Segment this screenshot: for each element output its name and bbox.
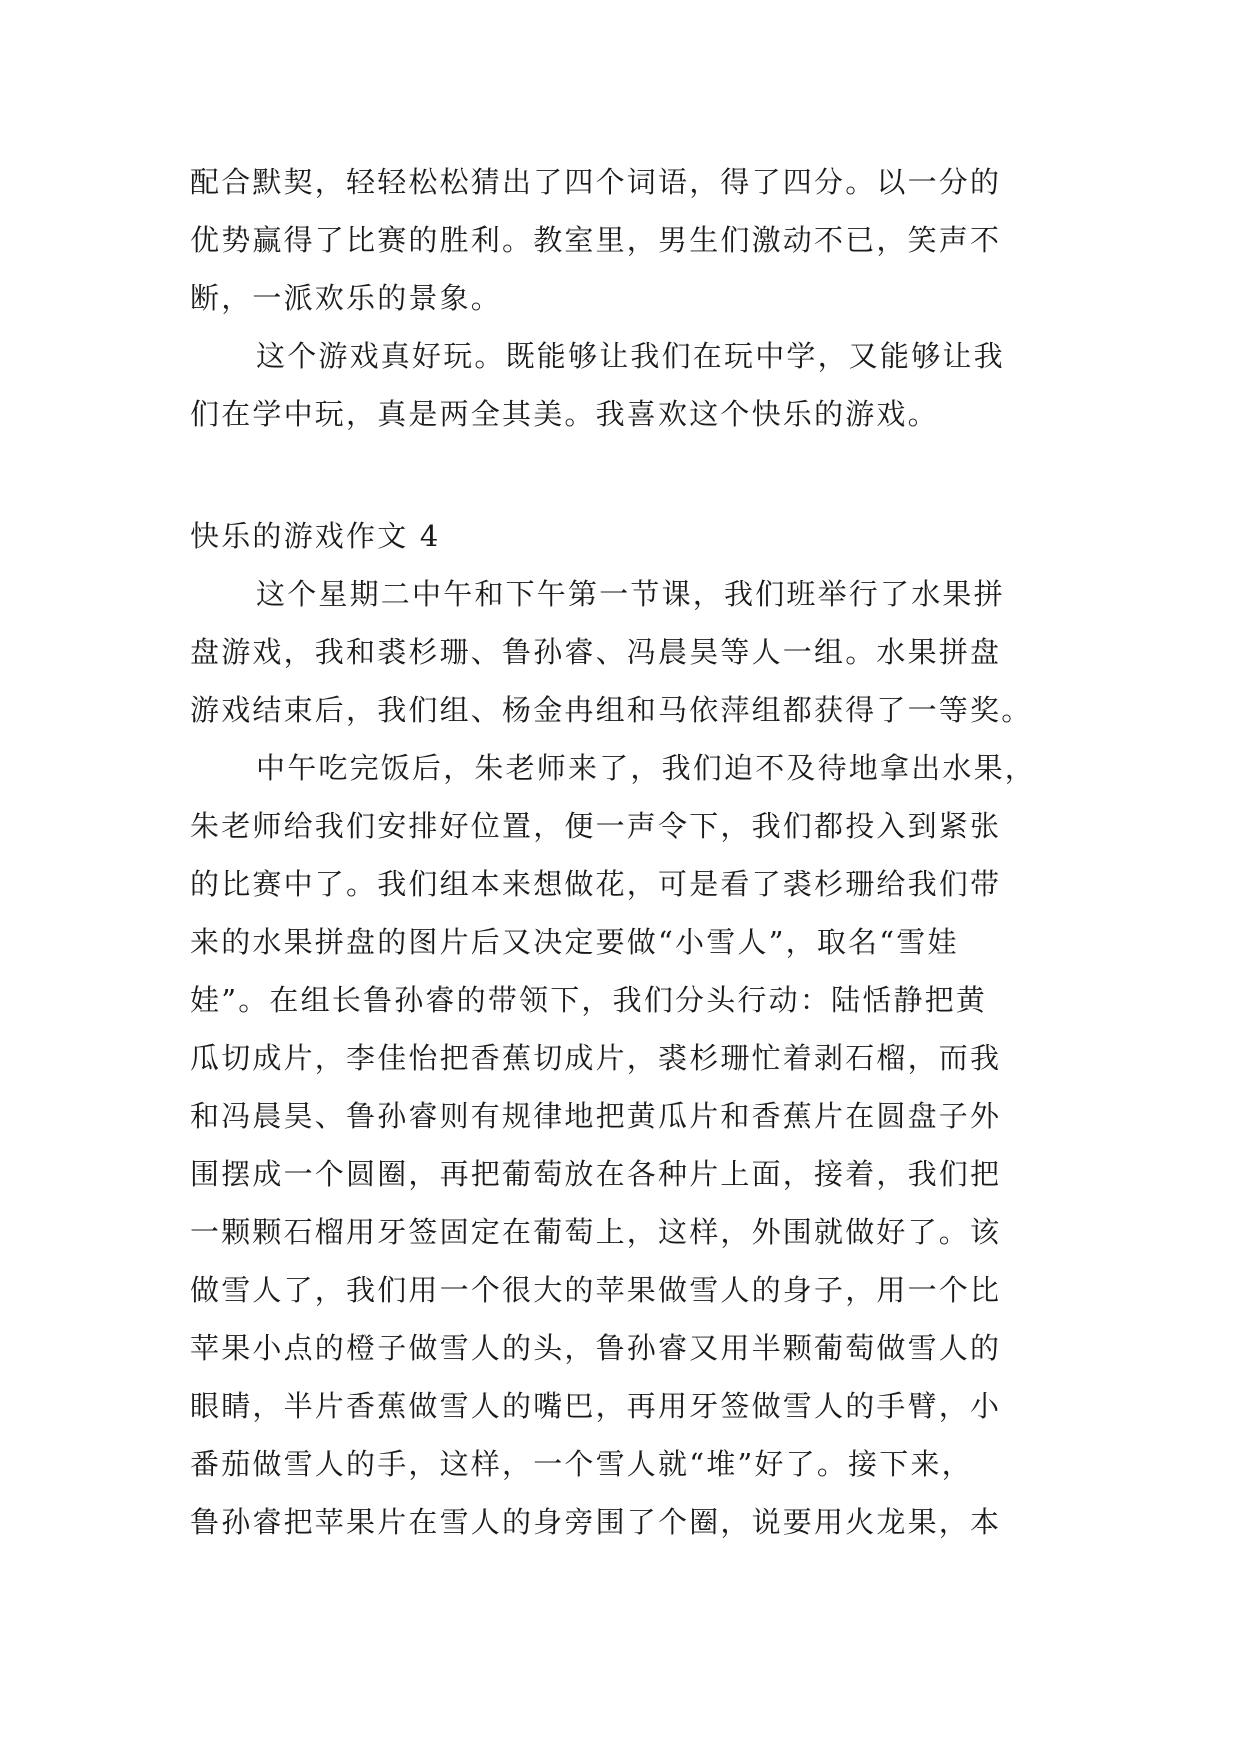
section-heading: 快乐的游戏作文 4 <box>190 519 441 553</box>
text-line: 和冯晨昊、鲁孙睿则有规律地把黄瓜片和香蕉片在圆盘子外 <box>190 1099 1002 1133</box>
text-line: 盘游戏，我和裘杉珊、鲁孙睿、冯晨昊等人一组。水果拼盘 <box>190 635 1002 669</box>
text-line: 一颗颗石榴用牙签固定在葡萄上，这样，外围就做好了。该 <box>190 1215 1002 1249</box>
text-line: 优势赢得了比赛的胜利。教室里，男生们激动不已，笑声不 <box>190 223 1002 257</box>
text-line: 娃”。在组长鲁孙睿的带领下，我们分头行动：陆恬静把黄 <box>190 983 988 1017</box>
text-line: 们在学中玩，真是两全其美。我喜欢这个快乐的游戏。 <box>190 397 939 431</box>
text-line: 做雪人了，我们用一个很大的苹果做雪人的身子，用一个比 <box>190 1273 1002 1307</box>
text-line: 鲁孙睿把苹果片在雪人的身旁围了个圈，说要用火龙果，本 <box>190 1505 1002 1539</box>
text-line: 苹果小点的橙子做雪人的头，鲁孙睿又用半颗葡萄做雪人的 <box>190 1331 1002 1365</box>
text-line: 配合默契，轻轻松松猜出了四个词语，得了四分。以一分的 <box>190 165 1002 199</box>
paragraph-4-1 <box>190 565 1050 739</box>
text-line: 这个星期二中午和下午第一节课，我们班举行了水果拼 <box>256 577 1005 611</box>
text-line: 游戏结束后，我们组、杨金冉组和马依萍组都获得了一等奖。 <box>190 693 1033 727</box>
text-line: 朱老师给我们安排好位置，便一声令下，我们都投入到紧张 <box>190 809 1002 843</box>
paragraph-4-2 <box>190 739 1050 1551</box>
text-line: 围摆成一个圆圈，再把葡萄放在各种片上面，接着，我们把 <box>190 1157 1002 1191</box>
text-line: 中午吃完饭后，朱老师来了，我们迫不及待地拿出水果， <box>256 751 1037 785</box>
text-line: 来的水果拼盘的图片后又决定要做“小雪人”，取名“雪娃 <box>190 925 959 959</box>
text-line: 眼睛，半片香蕉做雪人的嘴巴，再用牙签做雪人的手臂，小 <box>190 1389 1002 1423</box>
text-line: 断，一派欢乐的景象。 <box>190 281 503 315</box>
text-line: 瓜切成片，李佳怡把香蕉切成片，裘杉珊忙着剥石榴，而我 <box>190 1041 1002 1075</box>
section-gap <box>190 443 1050 507</box>
text-line: 番茄做雪人的手，这样，一个雪人就“堆”好了。接下来， <box>190 1447 973 1481</box>
paragraph-prev-1 <box>190 153 1050 327</box>
document-body <box>190 153 1050 1551</box>
paragraph-prev-2 <box>190 327 1050 443</box>
text-line: 这个游戏真好玩。既能够让我们在玩中学，又能够让我 <box>256 339 1005 373</box>
text-line: 的比赛中了。我们组本来想做花，可是看了裘杉珊给我们带 <box>190 867 1002 901</box>
